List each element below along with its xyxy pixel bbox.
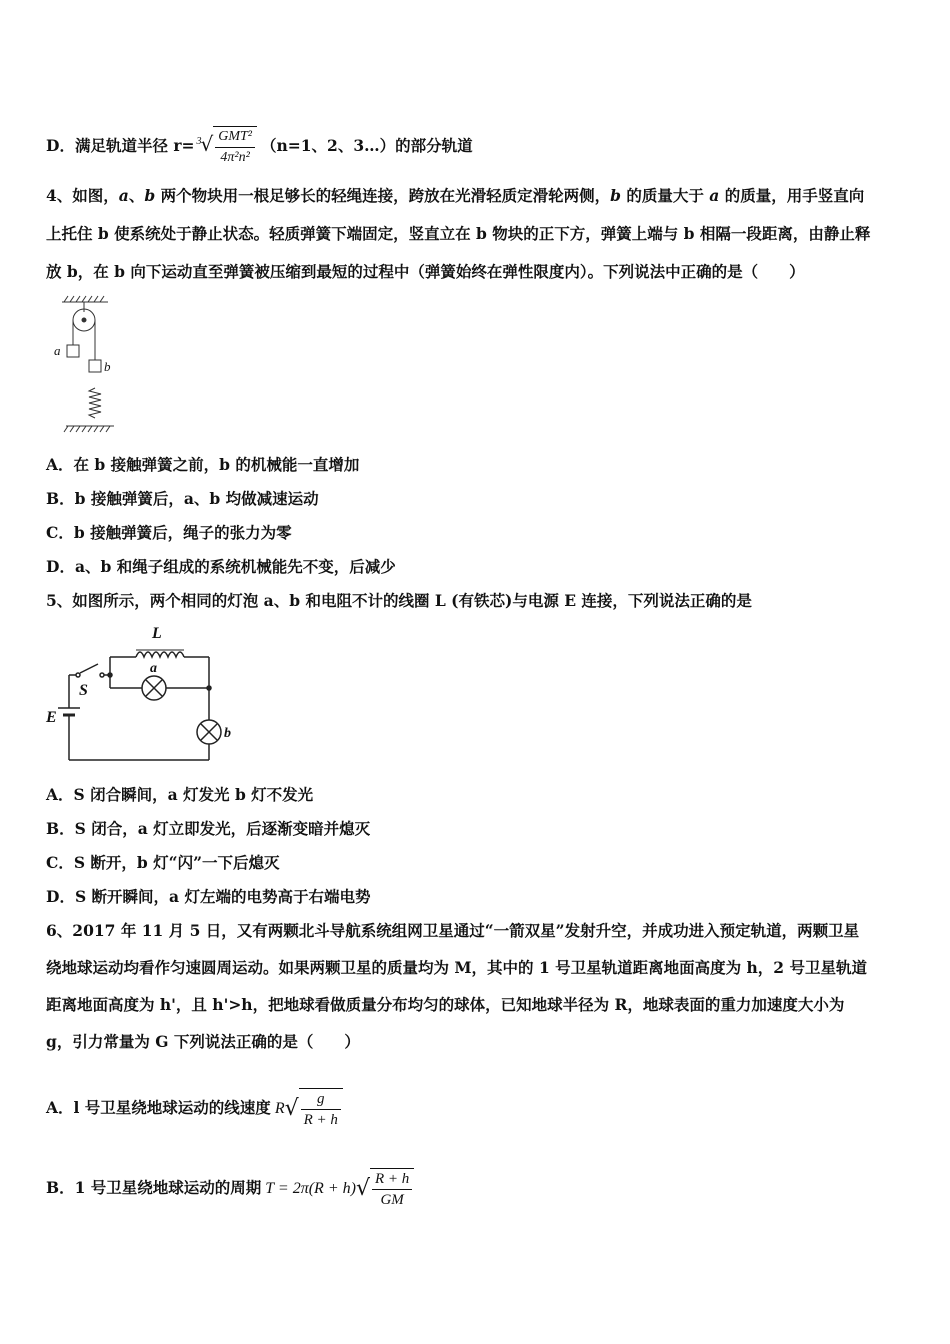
q6-option-b: B．1 号卫星绕地球运动的周期 T = 2π(R + h)√ $\frac{R + h}{GM}$ (46, 1168, 414, 1210)
q3-formula-denominator: 4π²n² (220, 150, 250, 165)
q4-stem-line3: 放 b，在 b 向下运动直至弹簧被压缩到最短的过程中（弹簧始终在弹性限度内）。下列说法中正确的是（ ） (46, 262, 805, 281)
block-b (89, 360, 101, 372)
q3-option-d-prefix: D．满足轨道半径 r= (46, 136, 195, 155)
q5-label-L: L (152, 625, 162, 642)
q5-option-d: D．S 断开瞬间，a 灯左端的电势高于右端电势 (46, 887, 371, 906)
q6-stem-line3: 距离地面高度为 h'，且 h'>h，把地球看做质量分布均匀的球体，已知地球半径为 R，地球表面的重力加速度大小为 (46, 995, 845, 1014)
switch-blade (80, 664, 98, 673)
q6-option-b-fraction: $\frac{R + h}{GM}$ (370, 1168, 414, 1210)
q5-option-b: B．S 闭合，a 灯立即发光，后逐渐变暗并熄灭 (46, 819, 371, 838)
spring (89, 388, 101, 418)
q3-option-d (46, 126, 473, 168)
q5-option-a: A．S 闭合瞬间，a 灯发光 b 灯不发光 (46, 785, 314, 804)
q5-label-S: S (79, 682, 88, 699)
q6-stem-line4: g，引力常量为 G 下列说法正确的是（ ） (46, 1032, 360, 1051)
q3-root-index: 3 (196, 136, 202, 147)
q4-option-b: B．b 接触弹簧后，a、b 均做减速运动 (46, 489, 319, 508)
q4-pulley-figure (50, 290, 130, 435)
q4-stem-line1: 4、如图，a、b 两个物块用一根足够长的轻绳连接，跨放在光滑轻质定滑轮两侧，b 的质量大于 a 的质量，用手竖直向 (46, 186, 865, 205)
q3-option-d-suffix: （n=1、2、3…）的部分轨道 (261, 136, 473, 155)
q4-option-c: C．b 接触弹簧后，绳子的张力为零 (46, 523, 292, 542)
q6-option-a-R: R (274, 1100, 285, 1117)
q6-stem-line1: 6、2017 年 11 月 5 日，又有两颗北斗导航系统组网卫星通过“一箭双星”发射升空，并成功进入预定轨道，两颗卫星 (46, 921, 860, 940)
q4-fig-label-b: b (104, 359, 111, 374)
q6-option-b-lhs: T = 2π(R + h) (265, 1180, 356, 1197)
q6-option-a: A．l 号卫星绕地球运动的线速度 R√ $\frac{g}{R + h}$ (46, 1088, 343, 1130)
block-a (67, 345, 79, 357)
q5-circuit-figure (44, 620, 244, 770)
q4-fig-label-a: a (54, 343, 61, 358)
q6-option-b-text: B．1 号卫星绕地球运动的周期 (46, 1178, 262, 1197)
q6-option-a-fraction: $\frac{g}{R + h}$ (299, 1088, 343, 1130)
q4-option-d: D．a、b 和绳子组成的系统机械能先不变，后减少 (46, 557, 396, 576)
q5-label-E: E (46, 709, 57, 726)
q6-option-a-text: A．l 号卫星绕地球运动的线速度 (46, 1098, 271, 1117)
q5-label-a: a (150, 661, 157, 676)
q4-option-a: A．在 b 接触弹簧之前，b 的机械能一直增加 (46, 455, 360, 474)
q6-stem-line2: 绕地球运动均看作匀速圆周运动。如果两颗卫星的质量均为 M，其中的 1 号卫星轨道距离地面高度为 h，2 号卫星轨道 (46, 958, 867, 977)
inductor-coil (136, 652, 184, 657)
q3-formula-numerator: GMT² (215, 127, 255, 148)
q5-stem: 5、如图所示，两个相同的灯泡 a、b 和电阻不计的线圈 L (有铁芯)与电源 E 连接，下列说法正确的是 (46, 591, 752, 610)
q3-option-d-formula: 3 √ $\frac{\text{GMT²}}{\text{4π²n²}}$ (197, 126, 258, 168)
q5-option-c: C．S 断开，b 灯“闪”一下后熄灭 (46, 853, 280, 872)
q5-label-b: b (224, 726, 231, 741)
q4-stem-line2: 上托住 b 使系统处于静止状态。轻质弹簧下端固定，竖直立在 b 物块的正下方，弹簧上端与 b 相隔一段距离，由静止释 (46, 224, 871, 243)
